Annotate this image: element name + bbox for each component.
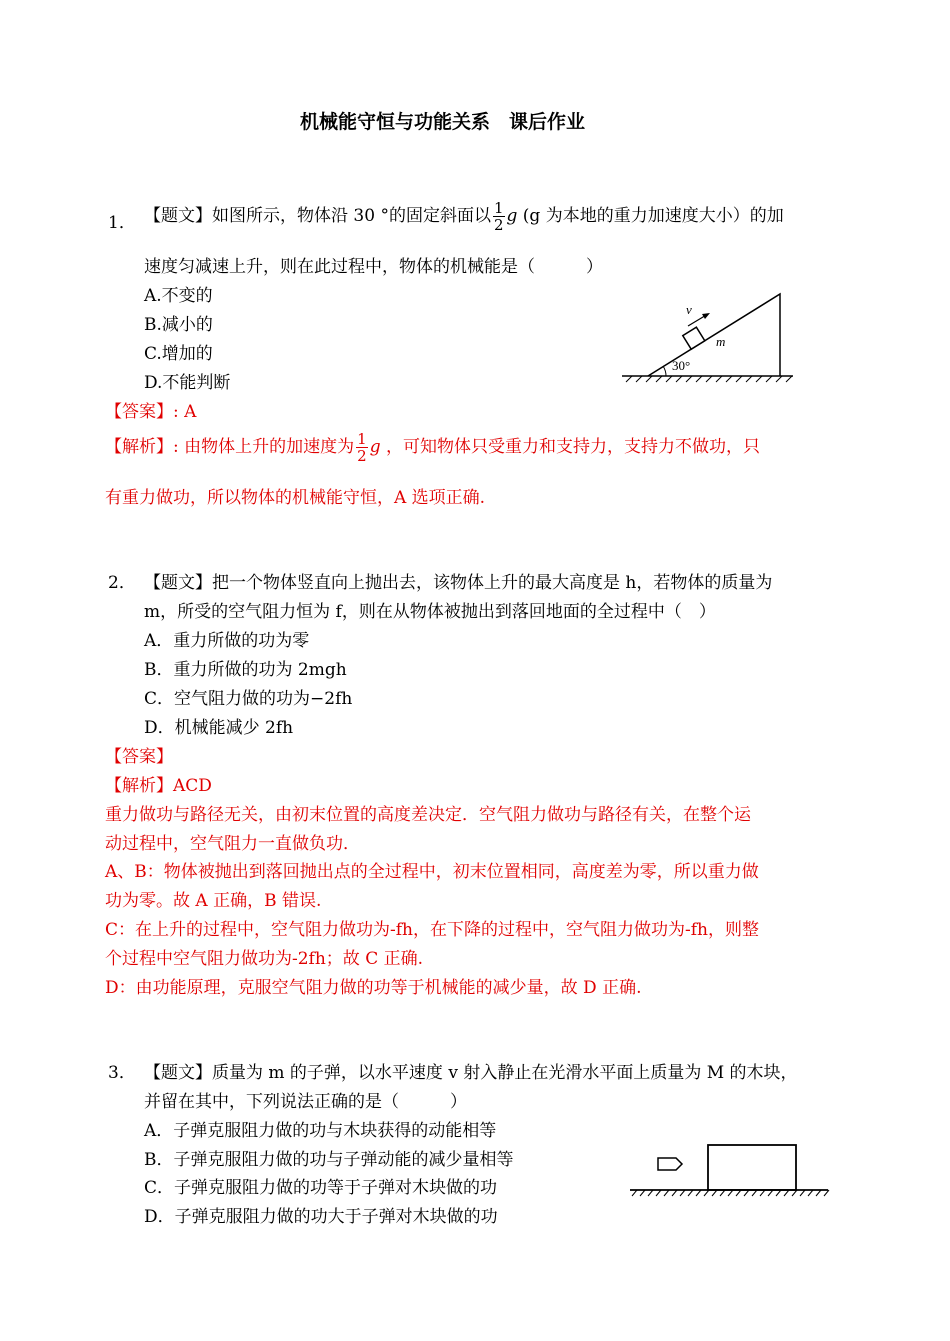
mass-label: m — [716, 334, 726, 349]
analysis-line1 — [105, 427, 760, 467]
g-symbol: g — [369, 437, 381, 457]
angle-label: 30° — [672, 358, 691, 373]
incline-triangle — [648, 294, 780, 376]
ground-hatch — [632, 1190, 829, 1196]
question-tag: 【题文】 — [144, 206, 212, 226]
analysis-text: D：由功能原理，克服空气阻力做的功等于机械能的减少量，故 D 正确. — [105, 978, 642, 998]
stem-text: 把一个物体竖直向上抛出去，该物体上升的最大高度是 h，若物体的质量为 — [212, 573, 773, 593]
option-a: A.不变的 — [144, 286, 213, 306]
question-2-stem-line2: m，所受的空气阻力恒为 f，则在从物体被抛出到落回地面的全过程中（ ） — [144, 602, 716, 622]
option-c: C.增加的 — [144, 344, 213, 364]
velocity-arrowhead — [702, 313, 710, 319]
analysis-line — [105, 771, 212, 796]
question-3-stem-line2: 并留在其中，下列说法正确的是（ ） — [144, 1092, 467, 1112]
analysis-text: C：在上升的过程中，空气阻力做功为-fh，在下降的过程中，空气阻力做功为-fh，则整 — [105, 920, 759, 940]
question-1-stem-line2: 速度匀减速上升，则在此过程中，物体的机械能是（ ） — [144, 257, 603, 277]
answer-line — [105, 397, 196, 422]
option-a: A．重力所做的功为零 — [144, 631, 310, 651]
answer-label: 【答案】 — [105, 747, 173, 767]
option-b: B．子弹克服阻力做的功与子弹动能的减少量相等 — [144, 1150, 514, 1170]
bullet — [658, 1158, 682, 1170]
stem-text: 如图所示，物体沿 30 °的固定斜面以 — [212, 206, 491, 226]
analysis-line2: 有重力做功，所以物体的机械能守恒，A 选项正确. — [105, 488, 486, 508]
question-1-stem-line1 — [144, 196, 784, 236]
block — [683, 327, 705, 349]
question-2-stem-line1 — [144, 568, 772, 593]
fraction: $\frac{1}{2}$ — [357, 430, 367, 465]
analysis-text: A、B：物体被抛出到落回抛出点的全过程中，初末位置相同，高度差为零，所以重力做 — [105, 862, 759, 882]
question-number: 2． — [108, 573, 136, 593]
velocity-label: v — [686, 302, 692, 317]
analysis-text: 重力做功与路径无关，由初末位置的高度差决定．空气阻力做功与路径有关，在整个运 — [105, 805, 751, 825]
answer-label: 【答案】: — [105, 402, 179, 422]
analysis-text: ，可知物体只受重力和支持力，支持力不做功，只 — [385, 437, 760, 457]
option-d: D.不能判断 — [144, 373, 231, 393]
incline-figure — [618, 288, 798, 384]
analysis-text: 动过程中，空气阻力一直做负功． — [105, 834, 360, 854]
question-tag: 【题文】 — [144, 1063, 212, 1083]
stem-text: (g 为本地的重力加速度大小）的加 — [522, 206, 784, 226]
wood-block — [708, 1145, 796, 1190]
option-d: D．机械能减少 2fh — [144, 718, 294, 738]
analysis-label: 【解析】: — [105, 437, 179, 457]
option-b: B．重力所做的功为 2mgh — [144, 660, 347, 680]
stem-text: 质量为 m 的子弹，以水平速度 v 射入静止在光滑水平面上质量为 M 的木块， — [212, 1063, 798, 1083]
option-c: C．空气阻力做的功为−2fh — [144, 689, 353, 709]
analysis-value: ACD — [173, 776, 212, 796]
question-number: 3． — [108, 1063, 136, 1083]
analysis-label: 【解析】 — [105, 776, 173, 796]
option-a: A．子弹克服阻力做的功与木块获得的动能相等 — [144, 1121, 497, 1141]
question-tag: 【题文】 — [144, 573, 212, 593]
question-3-stem-line1 — [144, 1058, 798, 1083]
answer-value: A — [184, 402, 197, 422]
page-title: 机械能守恒与功能关系 课后作业 — [300, 111, 586, 133]
g-symbol: g — [506, 206, 518, 226]
analysis-text: 个过程中空气阻力做功为-2fh；故 C 正确. — [105, 949, 424, 969]
bullet-block-figure — [626, 1138, 832, 1204]
analysis-text: 功为零。故 A 正确，B 错误. — [105, 891, 322, 911]
option-b: B.减小的 — [144, 315, 213, 335]
option-d: D．子弹克服阻力做的功大于子弹对木块做的功 — [144, 1207, 498, 1227]
option-c: C．子弹克服阻力做的功等于子弹对木块做的功 — [144, 1178, 498, 1198]
ground-hatch — [626, 376, 792, 382]
question-number: 1． — [108, 213, 136, 233]
angle-arc — [663, 366, 666, 376]
analysis-text: 由物体上升的加速度为 — [184, 437, 355, 457]
fraction: $\frac{1}{2}$ — [493, 199, 504, 234]
